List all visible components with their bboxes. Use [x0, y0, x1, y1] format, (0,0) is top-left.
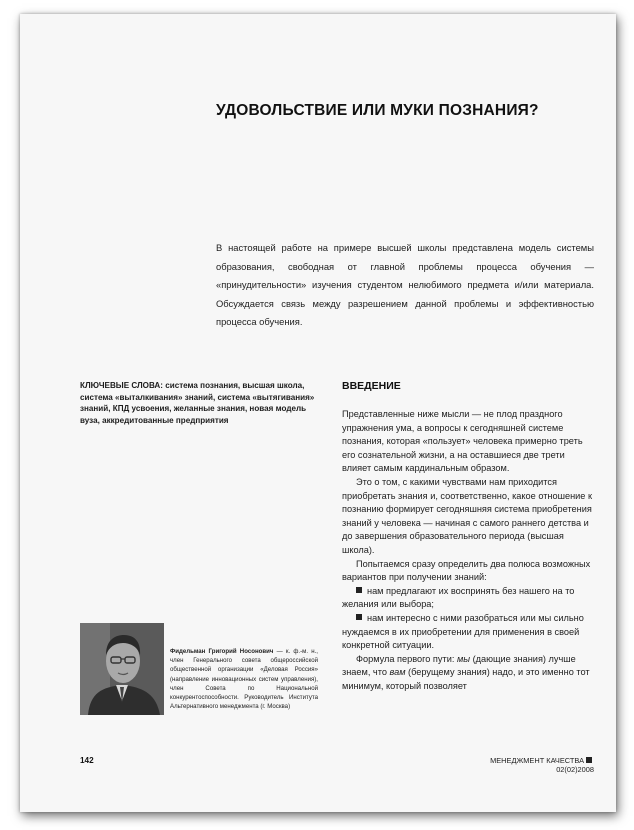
author-name: Фидельман Григорий Носонович	[170, 648, 274, 655]
intro-paragraph: Это о том, с какими чувствами нам приходится приобретать знания и, соответственно, какое отношение к познанию формирует сегодняшняя система приобретения знаний у человека — начиная с самого раннего детства и до завершения образовательного периода (высшая школа).	[342, 476, 592, 555]
text-run-italic: мы	[456, 653, 471, 664]
keywords-text: система познания, высшая школа, система «выталкивания» знаний, система «вытягивания» знаний, КПД усвоения, желанные знания, новая модель вуза, аккредитованные предприятия	[80, 381, 315, 425]
text-run: Формула первого пути:	[356, 653, 457, 664]
intro-body	[342, 408, 594, 693]
keywords-block	[80, 380, 328, 426]
intro-heading: ВВЕДЕНИЕ	[342, 380, 401, 392]
author-description: — к. ф.-м. н., член Генерального совета общероссийской общественной организации «Деловая Россия» (направление инновационных систем управления), член Совета по Национальной конкурентоспособности. Руководитель Института Альтернативного менеджмента (г. Москва)	[170, 648, 318, 711]
separator-square-icon	[586, 757, 592, 763]
journal-issue: 02(02)2008	[556, 765, 594, 774]
keywords-label: КЛЮЧЕВЫЕ СЛОВА:	[80, 381, 163, 390]
journal-page	[20, 14, 616, 812]
article-abstract: В настоящей работе на примере высшей школы представлена модель системы образования, свободная от главной проблемы процесса обучения — «принудительности» изучения студентом нелюбимого предмета и/или материала. Обсуждается связь между разрешением данной проблемы и эффективностью процесса обучения.	[216, 242, 594, 328]
bullet-text: нам предлагают их воспринять без нашего на то желания или выбора;	[342, 585, 575, 610]
intro-paragraph	[342, 653, 594, 694]
journal-name: МЕНЕДЖМЕНТ КАЧЕСТВА	[490, 756, 584, 765]
author-portrait-icon	[80, 623, 164, 715]
bullet-text: нам интересно с ними разобраться или мы сильно нуждаемся в их приобретении для применения в своей конкретной ситуации.	[342, 612, 584, 651]
text-run: (дающие знания) лучше знаем, что	[342, 653, 576, 678]
intro-bullet	[342, 612, 594, 653]
author-bio	[170, 647, 318, 711]
bullet-square-icon	[356, 614, 362, 620]
text-run: (берущему знания) надо, и это именно тот минимум, который позволяет	[342, 667, 590, 691]
author-photo	[80, 623, 164, 715]
page-number: 142	[80, 756, 94, 765]
journal-footer	[454, 756, 594, 774]
article-title: УДОВОЛЬСТВИЕ ИЛИ МУКИ ПОЗНАНИЯ?	[216, 102, 539, 119]
intro-bullet	[342, 585, 594, 612]
text-run-italic: вам	[389, 667, 406, 678]
bullet-square-icon	[356, 587, 362, 593]
intro-paragraph: Попытаемся сразу определить два полюса возможных вариантов при получении знаний:	[342, 558, 591, 583]
intro-paragraph: Представленные ниже мысли — не плод праздного упражнения ума, а вопросы к сегодняшней системе познания, которая «пользует» человека примерно треть его сознательной жизни, а на оставшиеся две трети влияет самым кардинальным образом.	[342, 409, 583, 474]
